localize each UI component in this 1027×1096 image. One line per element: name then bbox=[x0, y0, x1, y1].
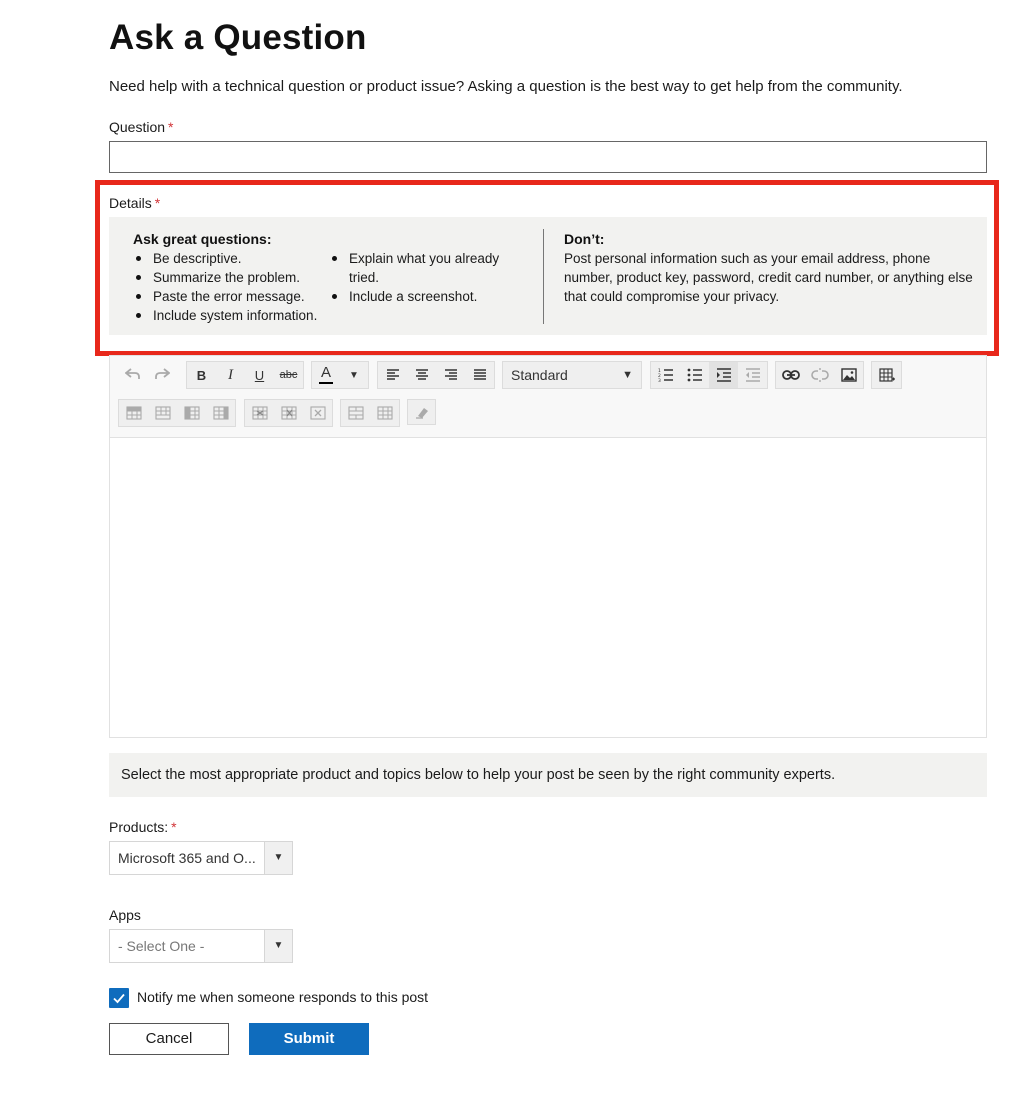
list-item: Include a screenshot. bbox=[329, 287, 499, 306]
chevron-down-icon[interactable]: ▼ bbox=[349, 369, 359, 381]
split-cells-icon[interactable] bbox=[370, 400, 399, 426]
svg-text:1: 1 bbox=[657, 369, 661, 374]
required-mark: * bbox=[171, 819, 177, 835]
cancel-button[interactable]: Cancel bbox=[109, 1023, 229, 1055]
format-select[interactable] bbox=[502, 361, 642, 389]
submit-button[interactable]: Submit bbox=[249, 1023, 369, 1055]
table-row-tools bbox=[118, 399, 236, 427]
align-center-icon[interactable] bbox=[407, 362, 436, 388]
required-mark: * bbox=[154, 195, 161, 211]
editor-content-area[interactable] bbox=[110, 438, 986, 738]
products-label-text: Products: bbox=[109, 819, 169, 835]
redo-icon[interactable] bbox=[147, 361, 176, 387]
numbered-list-icon[interactable] bbox=[651, 362, 680, 388]
question-label-text: Question bbox=[109, 119, 166, 135]
insert-row-above-icon[interactable] bbox=[119, 400, 148, 426]
products-dropdown[interactable] bbox=[109, 841, 293, 875]
indent-icon[interactable] bbox=[709, 362, 738, 388]
insert-group bbox=[775, 361, 864, 389]
insert-column-right-icon[interactable] bbox=[206, 400, 235, 426]
apps-label: Apps bbox=[109, 907, 141, 923]
svg-text:3: 3 bbox=[657, 379, 661, 382]
table-group bbox=[871, 361, 902, 389]
merge-cells-icon[interactable] bbox=[341, 400, 370, 426]
font-color-swatch bbox=[319, 382, 333, 384]
align-left-icon[interactable] bbox=[378, 362, 407, 388]
unlink-icon[interactable] bbox=[805, 362, 834, 388]
table-delete-tools bbox=[244, 399, 333, 427]
notify-checkbox[interactable] bbox=[109, 988, 129, 1008]
table-merge-tools bbox=[340, 399, 400, 427]
apps-selected-value: - Select One - bbox=[118, 938, 205, 954]
product-selection-info: Select the most appropriate product and topics below to help your post be seen by the right community experts. bbox=[109, 753, 987, 797]
chevron-down-icon[interactable]: ▼ bbox=[264, 930, 292, 962]
required-mark: * bbox=[168, 119, 174, 135]
list-item: Summarize the problem. bbox=[133, 268, 317, 287]
products-label bbox=[109, 819, 177, 835]
svg-text:2: 2 bbox=[657, 374, 661, 379]
clear-format-group bbox=[407, 399, 436, 427]
font-color-letter: A bbox=[320, 364, 331, 381]
format-select-value: Standard bbox=[511, 367, 568, 383]
delete-row-icon[interactable] bbox=[245, 400, 274, 426]
details-label-text: Details bbox=[109, 195, 152, 211]
highlight-box bbox=[95, 180, 999, 356]
insert-column-left-icon[interactable] bbox=[177, 400, 206, 426]
link-icon[interactable] bbox=[776, 362, 805, 388]
alignment-group bbox=[377, 361, 495, 389]
undo-icon[interactable] bbox=[118, 361, 147, 387]
font-color-icon[interactable] bbox=[312, 362, 340, 388]
ask-guidelines-title: Ask great questions: bbox=[133, 231, 272, 247]
image-icon[interactable] bbox=[834, 362, 863, 388]
list-group bbox=[650, 361, 768, 389]
underline-icon[interactable]: U bbox=[254, 367, 265, 383]
align-right-icon[interactable] bbox=[436, 362, 465, 388]
list-item: Paste the error message. bbox=[133, 287, 317, 306]
clear-formatting-icon[interactable] bbox=[407, 399, 436, 425]
outdent-icon[interactable] bbox=[738, 362, 767, 388]
justify-icon[interactable] bbox=[465, 362, 494, 388]
strikethrough-icon[interactable]: abc bbox=[279, 369, 298, 381]
delete-table-icon[interactable] bbox=[303, 400, 332, 426]
apps-dropdown[interactable] bbox=[109, 929, 293, 963]
list-item: Include system information. bbox=[133, 306, 317, 325]
delete-column-icon[interactable] bbox=[274, 400, 303, 426]
font-color-group bbox=[311, 361, 369, 389]
rich-text-editor bbox=[109, 355, 987, 738]
list-item: Be descriptive. bbox=[133, 249, 317, 268]
dont-title: Don’t: bbox=[564, 231, 605, 247]
page-intro: Need help with a technical question or product issue? Asking a question is the best way to get help from the community. bbox=[109, 78, 903, 95]
list-item-continuation: tried. bbox=[349, 270, 380, 285]
chevron-down-icon[interactable]: ▼ bbox=[264, 842, 292, 874]
bulleted-list-icon[interactable] bbox=[680, 362, 709, 388]
bold-icon[interactable]: B bbox=[196, 367, 207, 383]
dont-text: Post personal information such as your email address, phone number, product key, password, credit card number, or anything else that could compromise your privacy. bbox=[564, 251, 973, 304]
list-item: Explain what you already bbox=[329, 249, 499, 268]
insert-table-icon[interactable] bbox=[872, 362, 901, 388]
products-selected-value: Microsoft 365 and O... bbox=[118, 850, 256, 866]
page-title: Ask a Question bbox=[109, 18, 367, 57]
history-group bbox=[118, 361, 176, 389]
chevron-down-icon: ▼ bbox=[622, 369, 633, 381]
question-label bbox=[109, 119, 174, 135]
italic-icon[interactable]: I bbox=[228, 366, 233, 383]
text-style-group bbox=[186, 361, 304, 389]
notify-label[interactable]: Notify me when someone responds to this post bbox=[137, 989, 429, 1005]
checkmark-icon bbox=[109, 988, 129, 1008]
insert-row-below-icon[interactable] bbox=[148, 400, 177, 426]
question-input[interactable] bbox=[109, 141, 987, 173]
editor-toolbar bbox=[110, 356, 986, 438]
